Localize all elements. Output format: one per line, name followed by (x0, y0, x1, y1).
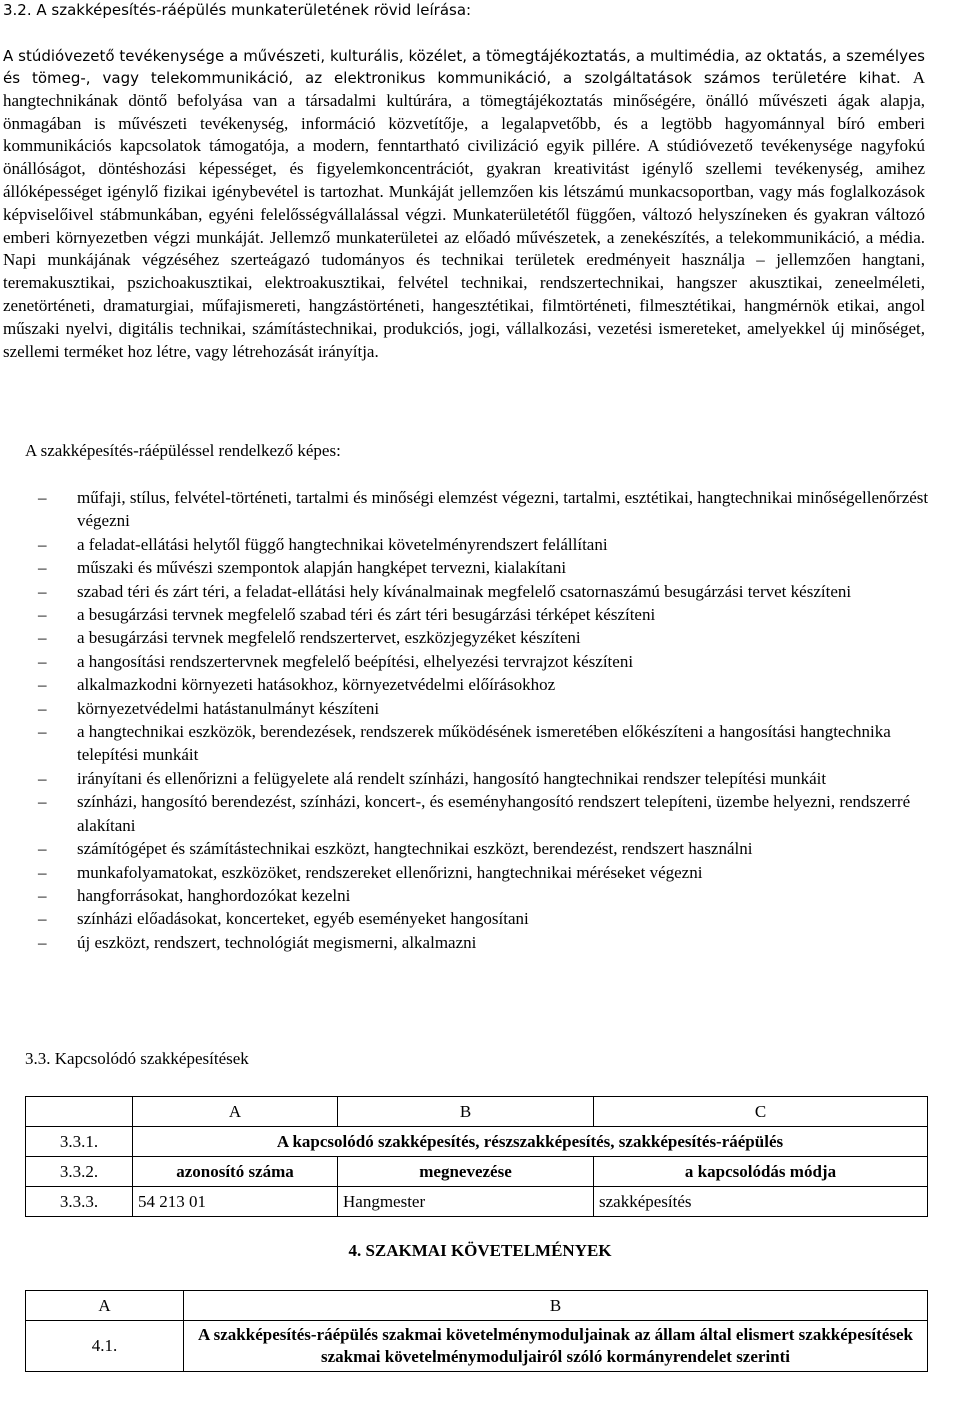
list-item-text: a besugárzási tervnek megfelelő rendszertervet, eszközjegyzéket készíteni (77, 628, 581, 648)
professional-requirements-table (25, 1290, 928, 1372)
relation-type: szakképesítés (594, 1187, 928, 1217)
dash-bullet: – (38, 768, 47, 788)
requirement-text: A szakképesítés-ráépülés szakmai követelménymoduljainak az állam által elismert szakképesítések szakmai követelménymoduljairól szóló kormányrendelet szerinti (184, 1321, 928, 1372)
list-item-text: műszaki és művészi szempontok alapján hangképet tervezni, kialakítani (77, 558, 567, 578)
dash-bullet: – (38, 839, 47, 859)
merged-header-cell: A kapcsolódó szakképesítés, részszakképesítés, szakképesítés-ráépülés (133, 1127, 928, 1157)
section-3-2-title: 3.2. A szakképesítés-ráépülés munkaterületének rövid leírása: (3, 1, 472, 19)
column-header-id: azonosító száma (133, 1157, 338, 1187)
body-text-serif: A hangtechnikának döntő befolyása van a társadalmi kultúrára, a tömegtájékoztatás minőségére, önálló művészeti ágak alapja, önmagában is művészeti tevékenység, információ közvetítője, a legalapvetőbb, és a legtöbb hagyománnyal bíró emberi kommunikációs kapcsolatok támogatója, a modern, fenntartható civilizáció egyik pillére. A stúdióvezető tevékenysége nagyfokú önállóságot, döntéshozási képességet, és figyelemkoncentrációt, gyakran kreativitást igénylő szellemi tevékenység, amihez állóképességet igénylő fizikai igénybevétel is tartozhat. Munkáját jellemzően kis létszámú munkacsoportban, vagy más foglalkozások képviselőivel stábmunkában, egyéni felelősségvállalással végzi. Munkaterületétől függően, változó helyszíneken és gyakran változó emberi környezetben végzi munkáját. Jellemző munkaterületei az előadó művészetek, a zenekészítés, a telekommunikáció, a média. Napi munkájának végzéséhez szerteágazó tudományos és technikai területek eredményeit használja – jellemzően hangtani, teremakusztikai, pszichoakusztikai, elektroakusztikai, felvétel technikai, rendszertechnikai, hangszer akusztikai, zeneelméleti, zenetörténeti, dramaturgiai, műfajismereti, hangzástörténeti, hangesztétikai, filmtörténeti, filmesztétikai, hangmérnök etikai, angol műszaki nyelvi, digitális technikai, számítástechnikai, produkciós, jogi, vállalkozási, vezetési ismereteket, amelyekkel új minőséget, szellemi terméket hoz létre, vagy létrehozását irányítja. (3, 68, 925, 361)
qualification-name: Hangmester (338, 1187, 594, 1217)
body-text-sans: A stúdióvezető tevékenysége a művészeti, kulturális, közélet, a tömegtájékoztatás, a multimédia, az oktatás, a személyes és tömeg-, vagy telekommunikáció, az elektronikus kommunikáció, a szolgáltatások számos területére kihat. (3, 47, 925, 87)
dash-bullet: – (38, 651, 47, 671)
list-item (0, 580, 940, 603)
list-item-text: a besugárzási tervnek megfelelő szabad téri és zárt téri besugárzási térképet készíteni (77, 605, 656, 625)
list-item-text: színházi előadásokat, koncerteket, egyéb eseményeket hangosítani (77, 909, 529, 929)
row-number: 3.3.1. (26, 1127, 133, 1157)
table-row (26, 1187, 928, 1217)
list-item-text: szabad téri és zárt téri, a feladat-ellátási hely kívánalmainak megfelelő csatornaszámú besugárzási tervet készíteni (77, 581, 852, 601)
list-item-text: munkafolyamatokat, eszközöket, rendszereket ellenőrizni, hangtechnikai méréseket végezni (77, 862, 703, 882)
list-item-text: környezetvédelmi hatástanulmányt készíteni (77, 698, 380, 718)
column-header-name: megnevezése (338, 1157, 594, 1187)
related-qualifications-table (25, 1096, 928, 1217)
list-item (0, 767, 940, 790)
list-item-text: hangforrásokat, hanghordozókat kezelni (77, 885, 351, 905)
table-row (26, 1127, 928, 1157)
capability-intro: A szakképesítés-ráépüléssel rendelkező képes: (25, 441, 341, 460)
dash-bullet: – (38, 909, 47, 929)
column-letter-c: C (594, 1097, 928, 1127)
list-item-text: a feladat-ellátási helytől függő hangtechnikai követelményrendszert felállítani (77, 534, 608, 554)
dash-bullet: – (38, 628, 47, 648)
dash-bullet: – (38, 885, 47, 905)
section-4-title: 4. SZAKMAI KÖVETELMÉNYEK (348, 1241, 612, 1260)
dash-bullet: – (38, 605, 47, 625)
dash-bullet: – (38, 534, 47, 554)
dash-bullet: – (38, 581, 47, 601)
dash-bullet: – (38, 698, 47, 718)
dash-bullet: – (38, 722, 47, 742)
list-item-text: a hangosítási rendszertervnek megfelelő beépítési, elhelyezési tervrajzot készíteni (77, 651, 634, 671)
section-3-3-title: 3.3. Kapcsolódó szakképesítések (25, 1049, 249, 1068)
list-item-text: a hangtechnikai eszközök, berendezések, rendszerek működésének ismeretében előkészíteni a hangosítási hangtechnika telepítési munkáit (77, 722, 891, 765)
dash-bullet: – (38, 862, 47, 882)
list-item (0, 533, 940, 556)
row-number: 4.1. (26, 1321, 184, 1372)
list-item (0, 650, 940, 673)
section-3-2-body (3, 45, 925, 363)
capability-list (0, 486, 940, 954)
list-item-text: műfaji, stílus, felvétel-történeti, tartalmi és minőségi elemzést végezni, tartalmi, esztétikai, hangtechnikai minőségellenőrzést végezni (77, 488, 929, 531)
list-item (0, 626, 940, 649)
table-row (26, 1157, 928, 1187)
list-item (0, 720, 940, 767)
row-number: 3.3.2. (26, 1157, 133, 1187)
qualification-id: 54 213 01 (133, 1187, 338, 1217)
list-item (0, 486, 940, 533)
list-item (0, 603, 940, 626)
column-letter-a: A (26, 1291, 184, 1321)
dash-bullet: – (38, 932, 47, 952)
table-cell-empty (26, 1097, 133, 1127)
list-item (0, 697, 940, 720)
table-row (26, 1321, 928, 1372)
dash-bullet: – (38, 675, 47, 695)
table-header-row (26, 1097, 928, 1127)
list-item (0, 556, 940, 579)
column-header-relation: a kapcsolódás módja (594, 1157, 928, 1187)
list-item-text: számítógépet és számítástechnikai eszközt, hangtechnikai eszközt, berendezést, rendszert használni (77, 839, 753, 859)
list-item-text: alkalmazkodni környezeti hatásokhoz, környezetvédelmi előírásokhoz (77, 675, 556, 695)
dash-bullet: – (38, 488, 47, 507)
row-number: 3.3.3. (26, 1187, 133, 1217)
list-item-text: színházi, hangosító berendezést, színházi, koncert-, és eseményhangosító rendszert telepíteni, üzembe helyezni, rendszerré alakítani (77, 792, 911, 835)
table-header-row (26, 1291, 928, 1321)
list-item (0, 673, 940, 696)
list-item (0, 907, 940, 930)
dash-bullet: – (38, 558, 47, 578)
dash-bullet: – (38, 792, 47, 812)
column-letter-a: A (133, 1097, 338, 1127)
list-item (0, 931, 940, 954)
list-item-text: irányítani és ellenőrizni a felügyelete alá rendelt színházi, hangosító hangtechnikai rendszer telepítési munkáit (77, 768, 827, 788)
list-item-text: új eszközt, rendszert, technológiát megismerni, alkalmazni (77, 932, 477, 952)
list-item (0, 861, 940, 884)
list-item (0, 884, 940, 907)
column-letter-b: B (184, 1291, 928, 1321)
list-item (0, 790, 940, 837)
list-item (0, 837, 940, 860)
column-letter-b: B (338, 1097, 594, 1127)
